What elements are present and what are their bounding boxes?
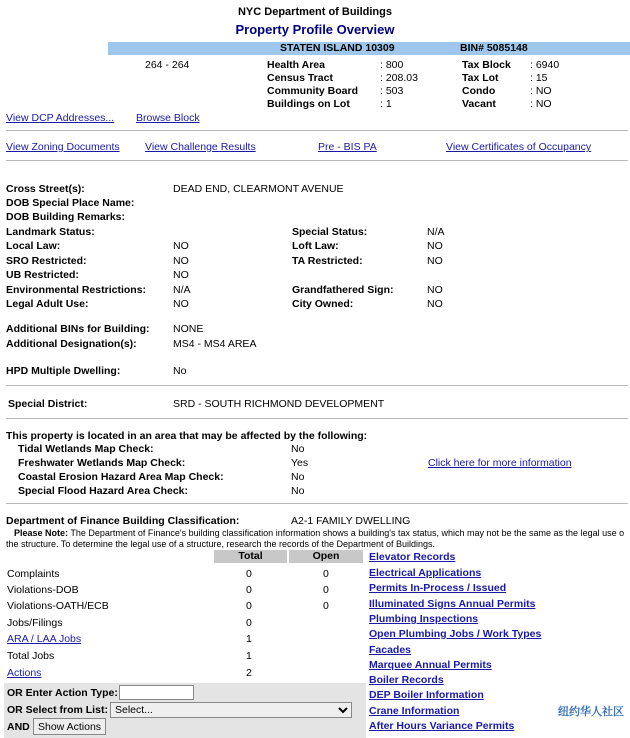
flood-hazard-label: Special Flood Hazard Area Check: xyxy=(18,485,188,497)
grandfathered-sign-label: Grandfathered Sign: xyxy=(292,284,394,296)
jobs-filings-label: Jobs/Filings xyxy=(7,617,63,629)
special-status-label: Special Status: xyxy=(292,226,368,238)
additional-designations-value: MS4 - MS4 AREA xyxy=(173,338,257,350)
ub-restricted-label: UB Restricted: xyxy=(6,269,79,281)
vacant-label: Vacant xyxy=(462,98,496,110)
condo-label: Condo xyxy=(462,85,496,97)
plumbing-inspections-link[interactable]: Plumbing Inspections xyxy=(369,613,479,625)
open-plumbing-jobs-link[interactable]: Open Plumbing Jobs / Work Types xyxy=(369,628,542,640)
after-hours-variance-link[interactable]: After Hours Variance Permits xyxy=(369,720,515,732)
health-area-value: : 800 xyxy=(380,59,404,71)
jobs-filings-total: 0 xyxy=(246,617,252,629)
violations-dob-total: 0 xyxy=(246,584,252,596)
additional-designations-label: Additional Designation(s): xyxy=(6,338,137,350)
hpd-multiple-dwelling-value: No xyxy=(173,365,187,377)
crane-information-link[interactable]: Crane Information xyxy=(369,705,460,717)
sro-restricted-value: NO xyxy=(173,255,189,267)
local-law-value: NO xyxy=(173,240,189,252)
facades-link[interactable]: Facades xyxy=(369,644,412,656)
freshwater-wetlands-value: Yes xyxy=(291,457,309,469)
actions-link[interactable]: Actions xyxy=(7,667,42,679)
finance-note xyxy=(14,528,624,538)
pre-bis-pa-link[interactable]: Pre - BIS PA xyxy=(318,141,377,153)
ara-laa-jobs-link[interactable]: ARA / LAA Jobs xyxy=(7,633,82,645)
agency-title: NYC Department of Buildings xyxy=(237,6,392,18)
note-text: The Department of Finance's building classification information shows a building's tax status, which may not be the same as the legal use o xyxy=(68,528,625,538)
divider xyxy=(6,130,628,131)
boiler-records-link[interactable]: Boiler Records xyxy=(369,674,444,686)
tax-block-label: Tax Block xyxy=(462,59,511,71)
view-certificates-of-occupancy-link[interactable]: View Certificates of Occupancy xyxy=(446,141,592,153)
buildings-on-lot-label: Buildings on Lot xyxy=(267,98,350,110)
violations-oath-label: Violations-OATH/ECB xyxy=(7,600,109,612)
view-zoning-documents-link[interactable]: View Zoning Documents xyxy=(6,141,120,153)
special-district-label: Special District: xyxy=(8,398,88,410)
ta-restricted-label: TA Restricted: xyxy=(292,255,363,267)
enter-action-type-label: OR Enter Action Type: xyxy=(7,687,118,699)
finance-classification-label: Department of Finance Building Classification: xyxy=(6,515,240,527)
actions-total: 2 xyxy=(246,667,252,679)
tax-block-value: : 6940 xyxy=(530,59,560,71)
ta-restricted-value: NO xyxy=(427,255,443,267)
census-tract-value: : 208.03 xyxy=(380,72,418,84)
community-board-label: Community Board xyxy=(267,85,359,97)
divider xyxy=(6,418,628,419)
watermark: 纽约华人社区 xyxy=(558,706,624,718)
community-board-value: : 503 xyxy=(380,85,404,97)
loft-law-value: NO xyxy=(427,240,443,252)
action-type-input[interactable] xyxy=(119,685,194,700)
more-information-link[interactable]: Click here for more information xyxy=(428,457,572,469)
tax-lot-label: Tax Lot xyxy=(462,72,499,84)
divider xyxy=(6,503,628,504)
violations-dob-open: 0 xyxy=(323,584,329,596)
environmental-restrictions-value: N/A xyxy=(173,284,191,296)
tidal-wetlands-value: No xyxy=(291,443,305,455)
complaints-total: 0 xyxy=(246,568,252,580)
health-area-label: Health Area xyxy=(267,59,325,71)
total-jobs-total: 1 xyxy=(246,650,252,662)
vacant-value: : NO xyxy=(530,98,552,110)
additional-bins-value: NONE xyxy=(173,323,204,335)
view-challenge-results-link[interactable]: View Challenge Results xyxy=(145,141,256,153)
buildings-on-lot-value: : 1 xyxy=(380,98,392,110)
legal-adult-use-value: NO xyxy=(173,298,189,310)
divider xyxy=(6,385,628,386)
hazard-intro: This property is located in an area that may be affected by the following: xyxy=(6,430,368,442)
permits-in-process-link[interactable]: Permits In-Process / Issued xyxy=(369,582,507,594)
browse-block-link[interactable]: Browse Block xyxy=(136,112,200,124)
coastal-erosion-label: Coastal Erosion Hazard Area Map Check: xyxy=(18,471,224,483)
note-label: Please Note: xyxy=(14,528,69,538)
complaints-open: 0 xyxy=(323,568,329,580)
building-remarks-label: DOB Building Remarks: xyxy=(6,211,126,223)
freshwater-wetlands-label: Freshwater Wetlands Map Check: xyxy=(18,457,186,469)
grandfathered-sign-value: NO xyxy=(427,284,443,296)
borough-zip: STATEN ISLAND 10309 xyxy=(280,42,395,54)
tidal-wetlands-label: Tidal Wetlands Map Check: xyxy=(18,443,154,455)
city-owned-label: City Owned: xyxy=(292,298,354,310)
total-jobs-label: Total Jobs xyxy=(7,650,55,662)
violations-oath-total: 0 xyxy=(246,600,252,612)
coastal-erosion-value: No xyxy=(291,471,305,483)
landmark-status-label: Landmark Status: xyxy=(6,226,95,238)
loft-law-label: Loft Law: xyxy=(292,240,339,252)
condo-value: : NO xyxy=(530,85,552,97)
census-tract-label: Census Tract xyxy=(267,72,333,84)
marquee-permits-link[interactable]: Marquee Annual Permits xyxy=(369,659,492,671)
illuminated-signs-link[interactable]: Illuminated Signs Annual Permits xyxy=(369,598,536,610)
bin-number: BIN# 5085148 xyxy=(460,42,528,54)
special-status-value: N/A xyxy=(427,226,445,238)
ara-laa-jobs-total: 1 xyxy=(246,633,252,645)
finance-note-cont: the structure. To determine the legal use of a structure, research the records of the Department of Buildings. xyxy=(6,539,436,549)
cross-streets-label: Cross Street(s): xyxy=(6,183,85,195)
open-column-header: Open xyxy=(289,550,363,563)
local-law-label: Local Law: xyxy=(6,240,61,252)
show-actions-button[interactable]: Show Actions xyxy=(33,718,106,735)
additional-bins-label: Additional BINs for Building: xyxy=(6,323,150,335)
dep-boiler-link[interactable]: DEP Boiler Information xyxy=(369,689,484,701)
environmental-restrictions-label: Environmental Restrictions: xyxy=(6,284,147,296)
violations-oath-open: 0 xyxy=(323,600,329,612)
city-owned-value: NO xyxy=(427,298,443,310)
divider xyxy=(6,160,628,161)
violations-dob-label: Violations-DOB xyxy=(7,584,79,596)
and-label: AND xyxy=(7,721,30,733)
sro-restricted-label: SRO Restricted: xyxy=(6,255,87,267)
hpd-multiple-dwelling-label: HPD Multiple Dwelling: xyxy=(6,365,121,377)
electrical-applications-link[interactable]: Electrical Applications xyxy=(369,567,482,579)
special-district-value: SRD - SOUTH RICHMOND DEVELOPMENT xyxy=(173,398,385,410)
complaints-label: Complaints xyxy=(7,568,60,580)
special-place-label: DOB Special Place Name: xyxy=(6,197,135,209)
finance-classification-value: A2-1 FAMILY DWELLING xyxy=(291,515,411,527)
cross-streets-value: DEAD END, CLEARMONT AVENUE xyxy=(173,183,344,195)
total-column-header: Total xyxy=(214,550,287,563)
address-range: 264 - 264 xyxy=(145,59,190,71)
page-title: Property Profile Overview xyxy=(235,22,395,37)
flood-hazard-value: No xyxy=(291,485,305,497)
select-from-list-label: OR Select from List: xyxy=(7,704,108,716)
tax-lot-value: : 15 xyxy=(530,72,548,84)
action-select[interactable] xyxy=(110,702,352,718)
legal-adult-use-label: Legal Adult Use: xyxy=(6,298,89,310)
elevator-records-link[interactable]: Elevator Records xyxy=(369,551,456,563)
view-dcp-addresses-link[interactable]: View DCP Addresses... xyxy=(6,112,115,124)
ub-restricted-value: NO xyxy=(173,269,189,281)
